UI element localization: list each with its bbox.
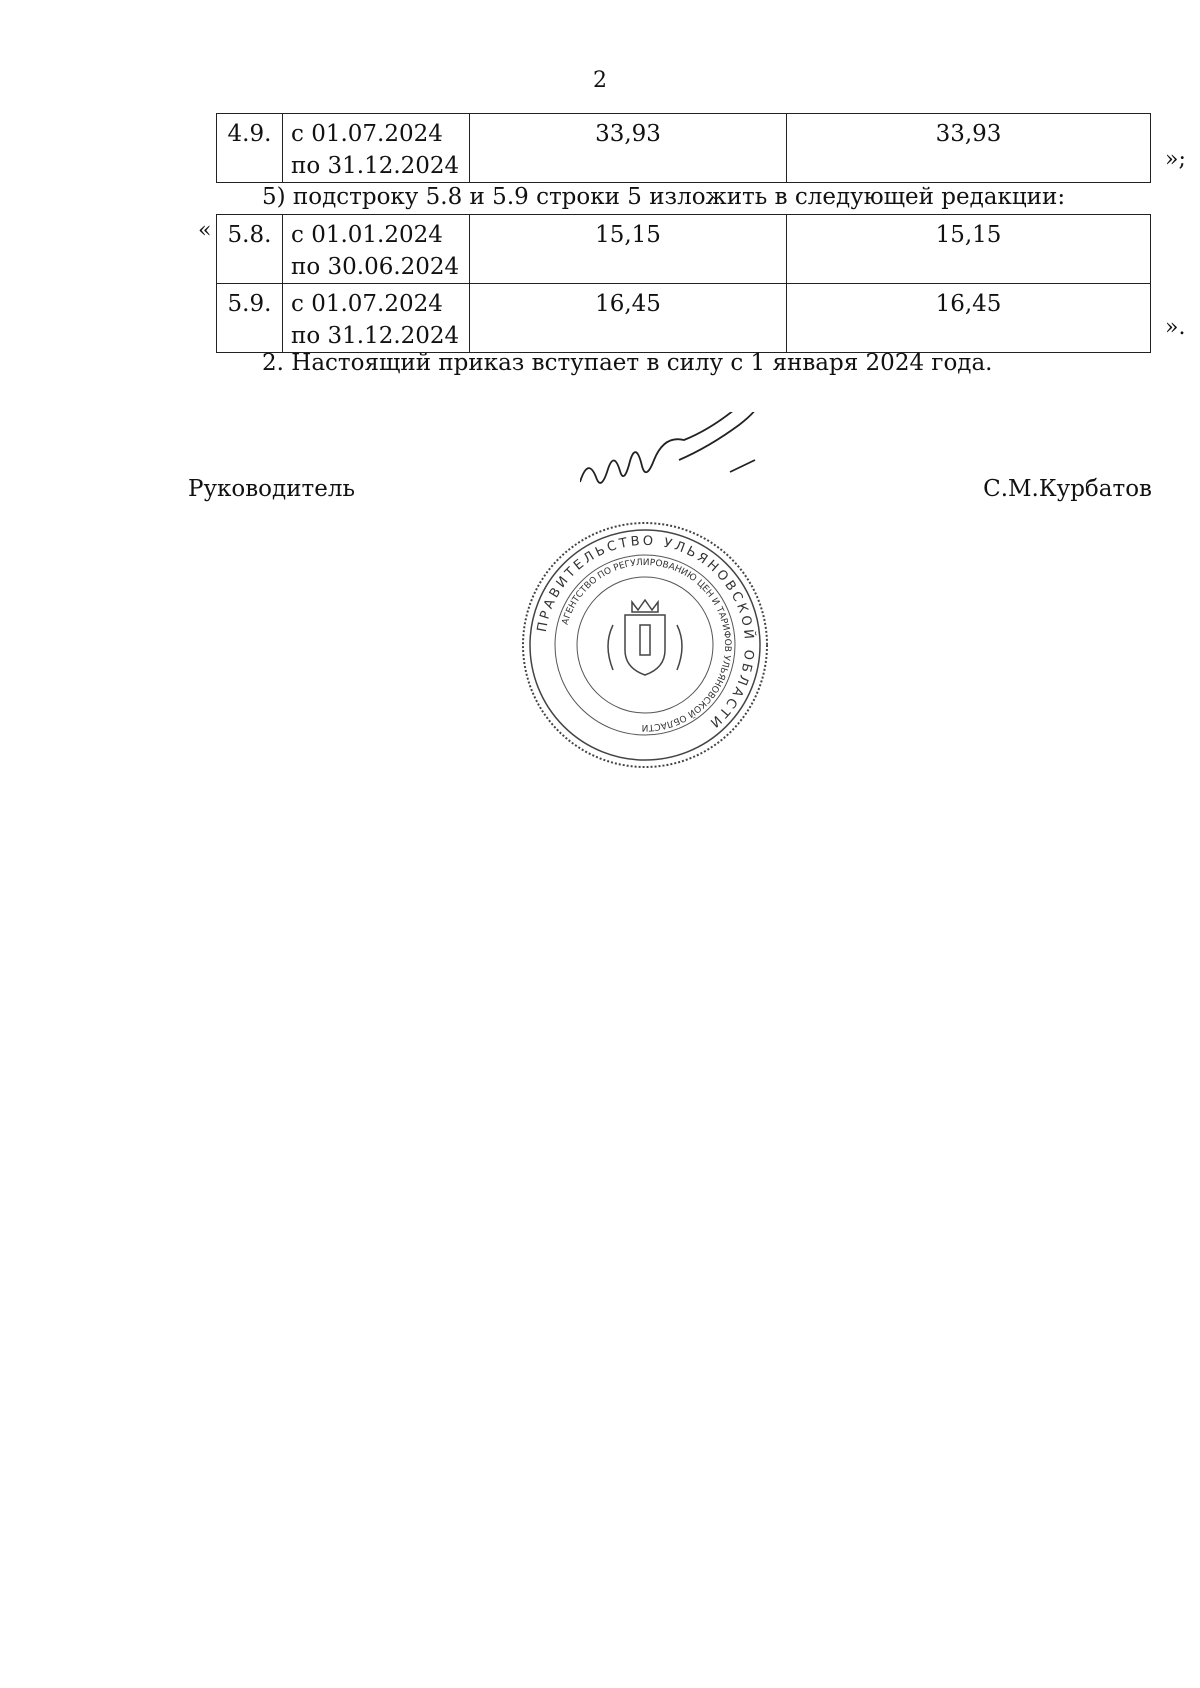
signatory-name: С.М.Курбатов [983,476,1152,502]
period-to: по 31.12.2024 [291,323,460,349]
value-cell-2: 16,45 [787,284,1151,353]
official-seal [520,520,770,770]
period-cell [283,284,470,353]
seal-inner-text: АГЕНТСТВО ПО РЕГУЛИРОВАНИЮ ЦЕН И ТАРИФОВ УЛЬЯНОВСКОЙ ОБЛАСТИ [560,557,733,733]
row-number: 5.8. [217,215,283,284]
svg-text:АГЕНТСТВО ПО РЕГУЛИРОВАНИЮ ЦЕН [561,558,732,732]
coat-of-arms-icon [608,600,682,675]
tariff-table-bottom [216,214,1151,353]
period-from: с 01.01.2024 [291,222,443,248]
table-row [217,284,1151,353]
tariff-table-top [216,113,1151,183]
row-number: 5.9. [217,284,283,353]
handwritten-signature [580,412,820,512]
paragraph-2: 2. Настоящий приказ вступает в силу с 1 января 2024 года. [262,350,993,376]
closing-quote-bottom: ». [1165,315,1186,340]
table-row [217,114,1151,183]
page-number: 2 [593,68,607,93]
period-cell [283,114,470,183]
seal-outer-text: ПРАВИТЕЛЬСТВО УЛЬЯНОВСКОЙ ОБЛАСТИ [534,533,757,732]
opening-quote: « [198,218,212,243]
period-cell [283,215,470,284]
value-cell-1: 15,15 [470,215,787,284]
table-row [217,215,1151,284]
period-to: по 31.12.2024 [291,153,460,179]
closing-quote-top: »; [1165,147,1186,172]
row-number: 4.9. [217,114,283,183]
value-cell-1: 33,93 [470,114,787,183]
period-to: по 30.06.2024 [291,254,460,280]
signatory-title: Руководитель [188,476,355,502]
value-cell-1: 16,45 [470,284,787,353]
value-cell-2: 15,15 [787,215,1151,284]
value-cell-2: 33,93 [787,114,1151,183]
period-from: с 01.07.2024 [291,291,443,317]
period-from: с 01.07.2024 [291,121,443,147]
paragraph-5: 5) подстроку 5.8 и 5.9 строки 5 изложить в следующей редакции: [262,184,1066,210]
